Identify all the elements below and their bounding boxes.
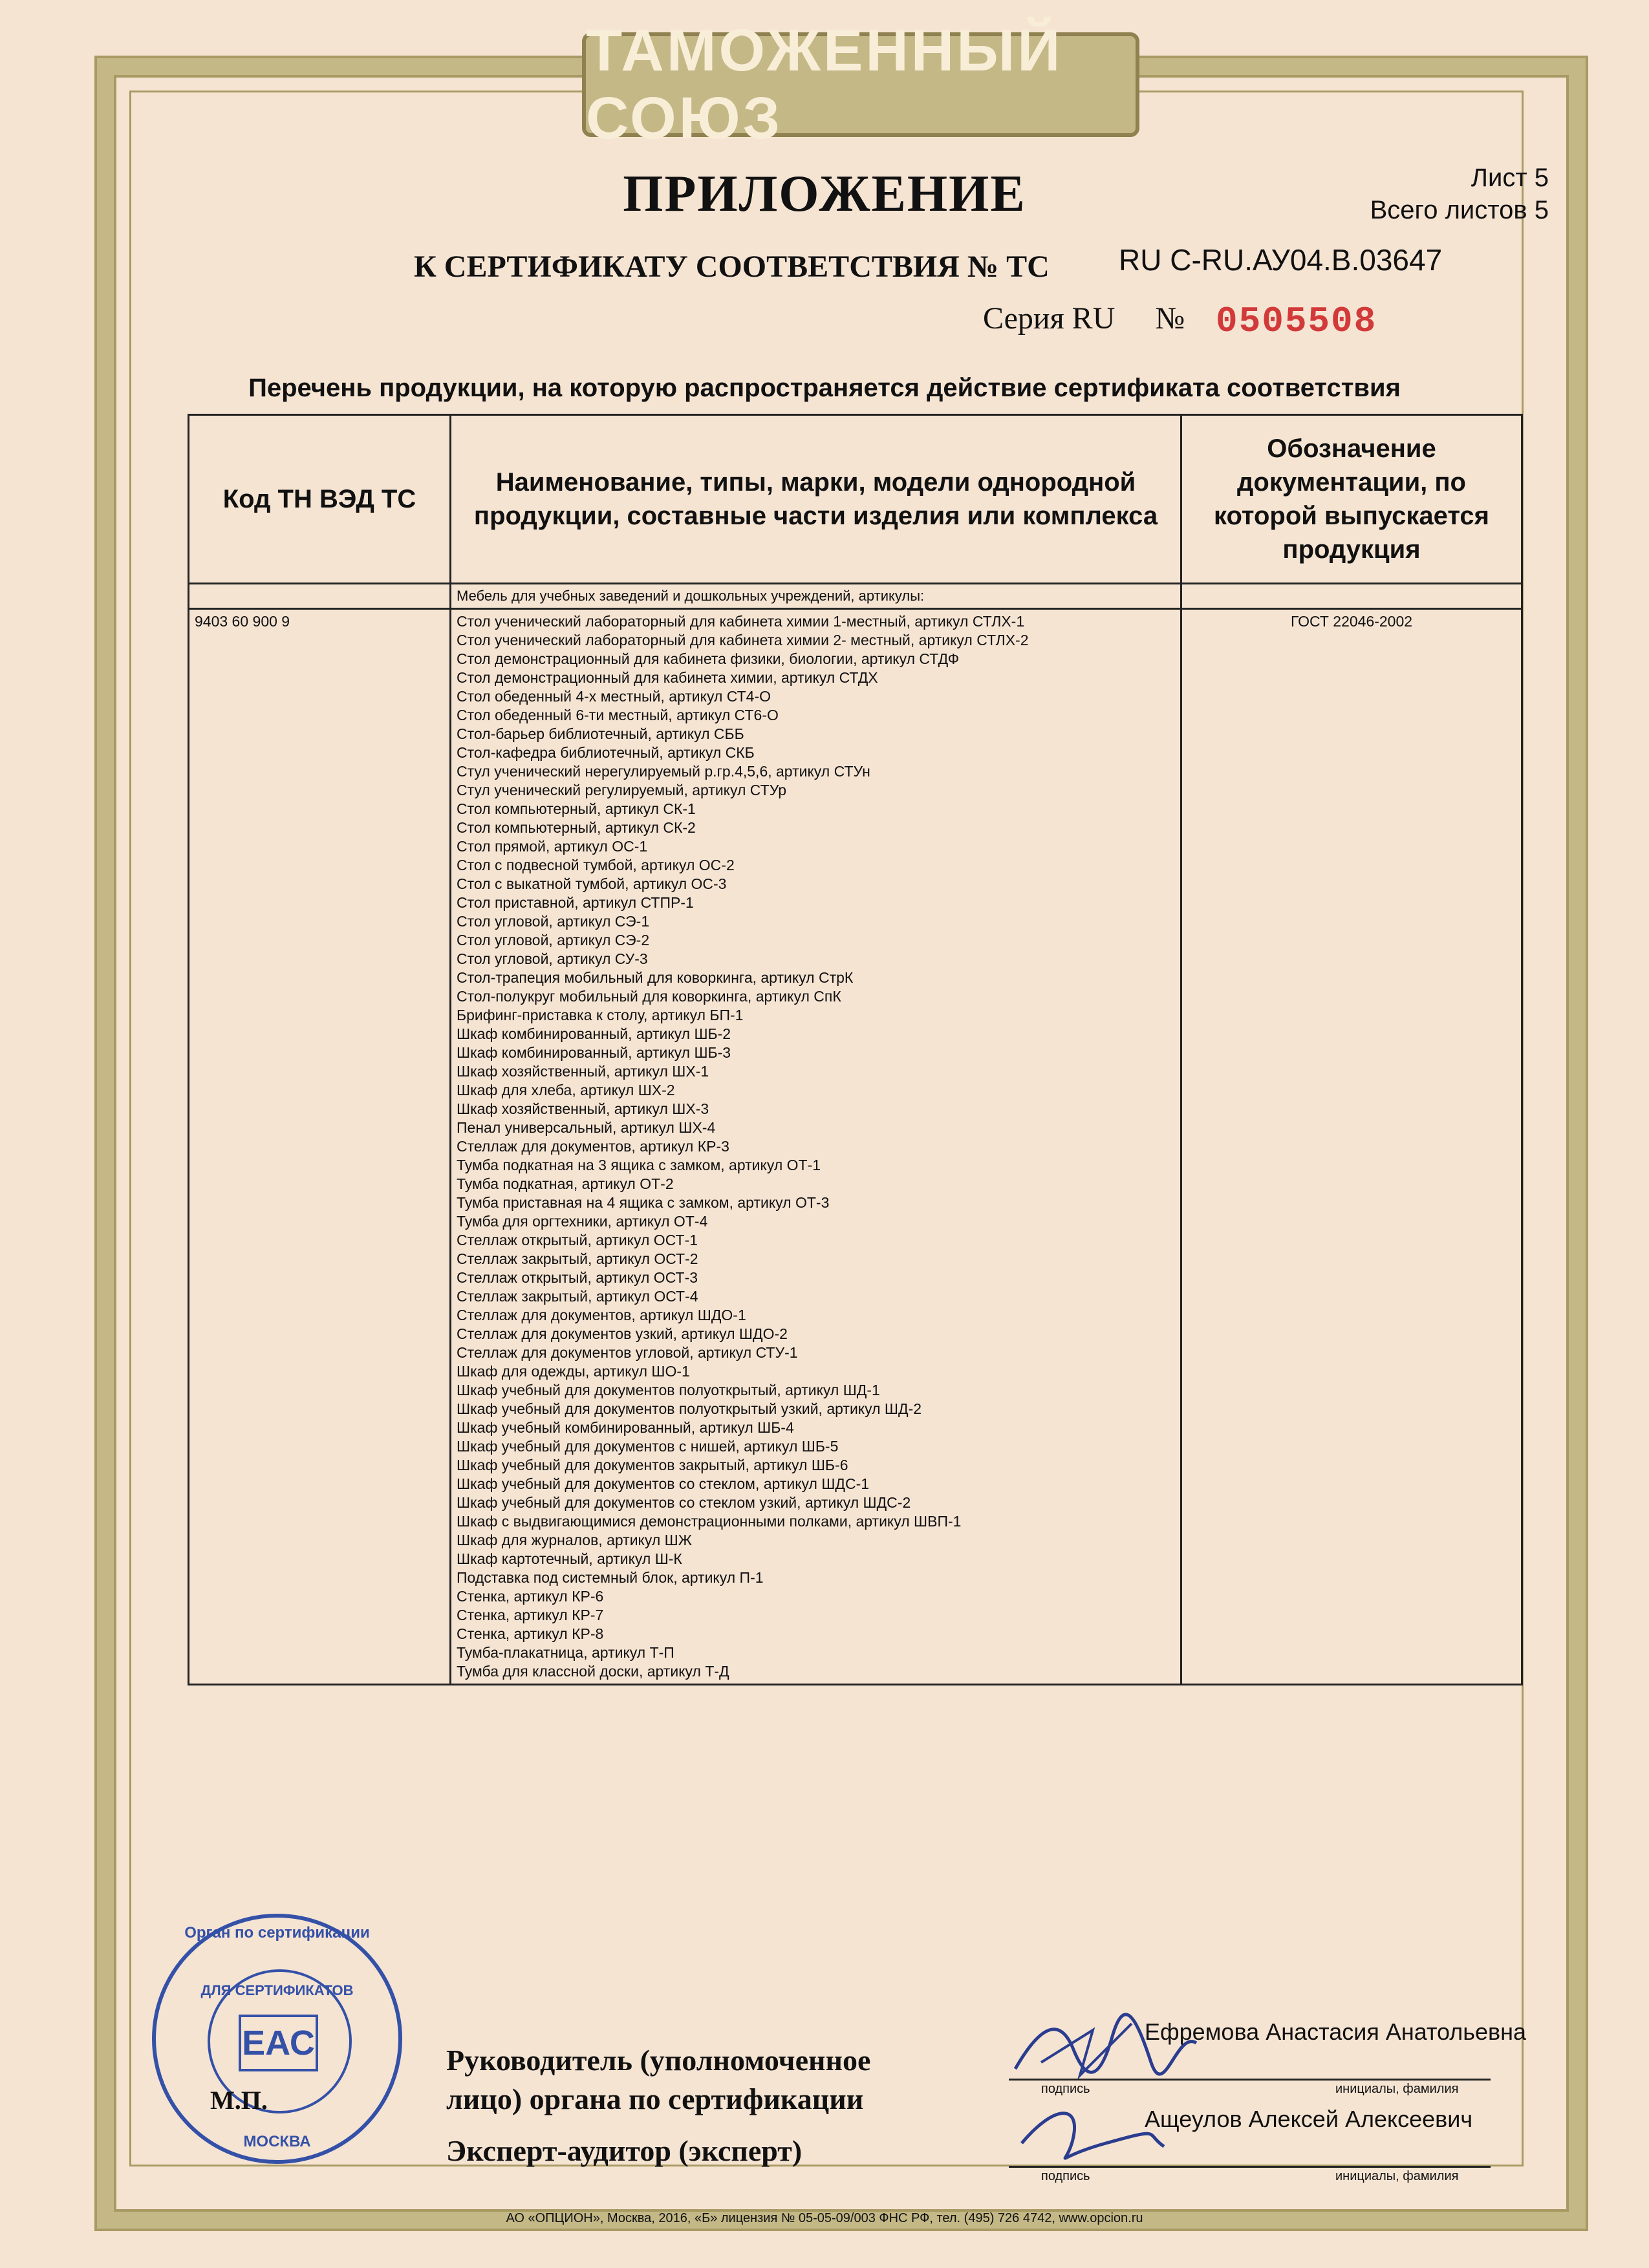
list-item: Шкаф хозяйственный, артикул ШХ-3 (457, 1100, 709, 1117)
intro-empty-code (189, 584, 451, 609)
expert-signature-caption: подпись (1041, 2169, 1090, 2183)
product-list-title: Перечень продукции, на которую распространяется действие сертификата соответствия (248, 374, 1401, 402)
list-item: Стеллаж для документов, артикул ШДО-1 (457, 1307, 746, 1323)
list-item: Шкаф учебный для документов полуоткрытый узкий, артикул ШД-2 (457, 1400, 922, 1417)
list-item: Стеллаж открытый, артикул ОСТ-3 (457, 1269, 698, 1286)
list-item: Стол демонстрационный для кабинета физики, биологии, артикул СТДФ (457, 650, 960, 667)
list-item: Стол компьютерный, артикул СК-2 (457, 819, 696, 836)
series-label (983, 301, 1185, 336)
list-item: Тумба для оргтехники, артикул ОТ-4 (457, 1213, 708, 1230)
header-documentation: Обозначение документации, по которой выпускается продукция (1181, 415, 1522, 584)
list-item: Тумба приставная на 4 ящика с замком, артикул ОТ-3 (457, 1194, 830, 1211)
list-item: Шкаф для журналов, артикул ШЖ (457, 1532, 692, 1548)
serial-number: 0505508 (1216, 301, 1377, 342)
list-item: Стол-трапеция мобильный для коворкинга, артикул СтрК (457, 969, 854, 986)
list-item: Шкаф комбинированный, артикул ШБ-3 (457, 1044, 731, 1061)
list-item: Шкаф комбинированный, артикул ШБ-2 (457, 1025, 731, 1042)
list-item: Пенал универсальный, артикул ШХ-4 (457, 1119, 716, 1136)
customs-union-banner (582, 17, 1139, 151)
total-sheets: Всего листов 5 (1370, 196, 1549, 224)
list-item: Шкаф с выдвигающимися демонстрационными полками, артикул ШВП-1 (457, 1513, 962, 1530)
stamp-ring-text: Орган по сертификации (184, 1924, 370, 1942)
header-name: Наименование, типы, марки, модели однородной продукции, составные части изделия или комплекса (451, 415, 1181, 584)
table-header-row (189, 415, 1522, 584)
stamp-center-text: ДЛЯ СЕРТИФИКАТОВ (200, 1982, 354, 1998)
head-label-line-1: Руководитель (уполномоченное (446, 2044, 871, 2077)
list-item: Тумба-плакатница, артикул Т-П (457, 1644, 674, 1661)
sheet-number: Лист 5 (1471, 164, 1549, 192)
list-item: Шкаф учебный для документов со стеклом, артикул ШДС-1 (457, 1475, 870, 1492)
list-item: Шкаф для хлеба, артикул ШХ-2 (457, 1082, 675, 1098)
list-item: Стеллаж закрытый, артикул ОСТ-4 (457, 1288, 698, 1305)
list-item: Шкаф учебный комбинированный, артикул ШБ-4 (457, 1419, 794, 1436)
list-item: Подставка под системный блок, артикул П-1 (457, 1569, 764, 1586)
head-signature-caption: подпись (1041, 2082, 1090, 2096)
list-item: Стул ученический регулируемый, артикул СТУр (457, 782, 787, 798)
sheet-info (1370, 162, 1549, 226)
list-item: Шкаф учебный для документов закрытый, артикул ШБ-6 (457, 1457, 848, 1473)
certification-stamp (152, 1914, 402, 2164)
expert-label: Эксперт-аудитор (эксперт) (446, 2134, 803, 2167)
list-item: Шкаф учебный для документов со стеклом узкий, артикул ШДС-2 (457, 1494, 911, 1511)
list-item: Стол угловой, артикул СУ-3 (457, 950, 648, 967)
expert-name-line (1138, 2166, 1491, 2168)
product-table (188, 414, 1523, 1685)
list-item: Стол обеденный 6-ти местный, артикул СТ6-О (457, 707, 779, 723)
intro-empty-doc (1181, 584, 1522, 609)
product-list (451, 609, 1181, 1685)
list-item: Стеллаж для документов узкий, артикул ШДО-2 (457, 1325, 788, 1342)
list-item: Стенка, артикул КР-7 (457, 1607, 604, 1623)
table-row (189, 609, 1522, 1685)
number-sign: № (1155, 301, 1185, 336)
list-item: Шкаф учебный для документов полуоткрытый, артикул ШД-1 (457, 1382, 880, 1398)
head-name: Ефремова Анастасия Анатольевна (1145, 2018, 1527, 2045)
list-item: Стол ученический лабораторный для кабинета химии 2- местный, артикул СТЛХ-2 (457, 632, 1029, 648)
list-item: Стол обеденный 4-х местный, артикул СТ4-О (457, 688, 771, 705)
printer-footer: АО «ОПЦИОН», Москва, 2016, «Б» лицензия № 05-05-09/003 ФНС РФ, тел. (495) 726 4742, www.opcion.ru (506, 2211, 1143, 2225)
list-item: Стеллаж открытый, артикул ОСТ-1 (457, 1232, 698, 1248)
intro-text: Мебель для учебных заведений и дошкольных учреждений, артикулы: (451, 584, 1181, 609)
list-item: Стол приставной, артикул СТПР-1 (457, 894, 694, 911)
series-text: Серия RU (983, 301, 1116, 336)
list-item: Стол угловой, артикул СЭ-1 (457, 913, 650, 930)
list-item: Стол компьютерный, артикул СК-1 (457, 800, 696, 817)
list-item: Стол-полукруг мобильный для коворкинга, артикул СпК (457, 988, 841, 1005)
list-item: Брифинг-приставка к столу, артикул БП-1 (457, 1007, 744, 1023)
expert-name: Ащеулов Алексей Алексеевич (1145, 2106, 1473, 2132)
list-item: Тумба для классной доски, артикул Т-Д (457, 1663, 729, 1680)
stamp-city: МОСКВА (243, 2133, 311, 2150)
certificate-number: RU C-RU.АУ04.В.03647 (1119, 243, 1443, 277)
list-item: Стол угловой, артикул СЭ-2 (457, 932, 650, 948)
standard-designation: ГОСТ 22046-2002 (1181, 609, 1522, 1685)
eac-mark: ЕАС (239, 2015, 318, 2071)
certificate-label: К СЕРТИФИКАТУ СООТВЕТСТВИЯ № ТС (414, 250, 1050, 284)
list-item: Стол демонстрационный для кабинета химии, артикул СТДХ (457, 669, 878, 686)
list-item: Тумба подкатная на 3 ящика с замком, артикул ОТ-1 (457, 1157, 821, 1173)
head-name-line (1138, 2079, 1491, 2081)
tnved-code: 9403 60 900 9 (189, 609, 451, 1685)
expert-initials-caption: инициалы, фамилия (1335, 2169, 1459, 2183)
banner-text: ТАМОЖЕННЫЙ СОЮЗ (586, 17, 1063, 151)
list-item: Стул ученический нерегулируемый р.гр.4,5,6, артикул СТУн (457, 763, 870, 780)
list-item: Стеллаж закрытый, артикул ОСТ-2 (457, 1250, 698, 1267)
head-initials-caption: инициалы, фамилия (1335, 2082, 1459, 2096)
list-item: Шкаф картотечный, артикул Ш-К (457, 1550, 682, 1567)
stamp-area (152, 1914, 394, 2156)
list-item: Стол-барьер библиотечный, артикул СББ (457, 725, 744, 742)
list-item: Шкаф хозяйственный, артикул ШХ-1 (457, 1063, 709, 1080)
list-item: Стол ученический лабораторный для кабинета химии 1-местный, артикул СТЛХ-1 (457, 613, 1025, 630)
intro-row (189, 584, 1522, 609)
list-item: Тумба подкатная, артикул ОТ-2 (457, 1175, 674, 1192)
list-item: Стеллаж для документов угловой, артикул СТУ-1 (457, 1344, 798, 1361)
list-item: Стенка, артикул КР-6 (457, 1588, 604, 1605)
list-item: Шкаф учебный для документов с нишей, артикул ШБ-5 (457, 1438, 839, 1455)
list-item: Стол прямой, артикул ОС-1 (457, 838, 648, 855)
page-title: ПРИЛОЖЕНИЕ (623, 166, 1026, 222)
list-item: Стенка, артикул КР-8 (457, 1625, 604, 1642)
mp-label: М.П. (210, 2086, 268, 2115)
list-item: Стол-кафедра библиотечный, артикул СКБ (457, 744, 755, 761)
list-item: Стол с подвесной тумбой, артикул ОС-2 (457, 857, 735, 873)
list-item: Шкаф для одежды, артикул ШО-1 (457, 1363, 690, 1380)
list-item: Стеллаж для документов, артикул КР-3 (457, 1138, 729, 1155)
list-item: Стол с выкатной тумбой, артикул ОС-3 (457, 875, 727, 892)
header-code: Код ТН ВЭД ТС (189, 415, 451, 584)
head-label-line-2: лицо) органа по сертификации (446, 2082, 864, 2115)
